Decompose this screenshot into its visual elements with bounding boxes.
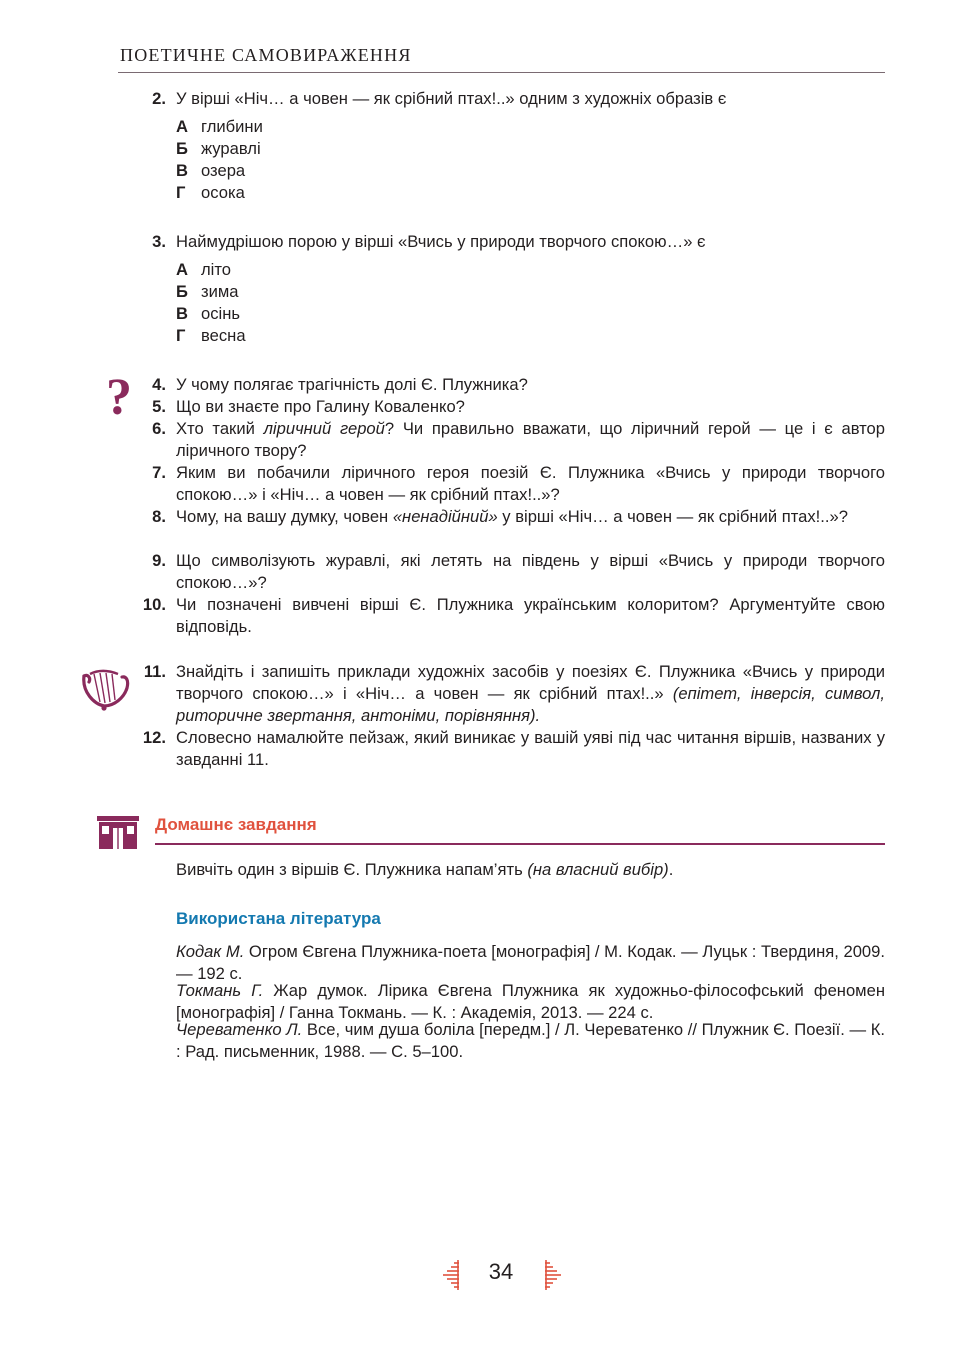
question-6 [134,418,885,462]
literature-citation: Жар думок. Лірика Євгена Плужника як художньо-філософський феномен [монографія] / Ганна Токмань. — К. : Академія, 2013. — 224 с. [176,981,885,1022]
answer-option-a [176,116,263,138]
question-number: 9. [152,551,166,570]
literature-item [176,941,885,985]
question-number: 7. [152,463,166,482]
option-letter: В [176,304,188,323]
question-text: Яким ви побачили ліричного героя поезій Є. Плужника «Вчись у природи творчого спокою…» і «Ніч… а човен — як срібний птах!..»? [176,463,885,504]
literature-item [176,1019,885,1063]
option-letter: А [176,117,188,136]
question-5 [134,396,885,418]
answer-option-b [176,281,239,303]
question-text [176,506,885,528]
question-8 [134,506,885,528]
question-number: 2. [152,89,166,108]
question-number: 6. [152,419,166,438]
option-text: журавлі [201,139,261,158]
literature-citation: Огром Євгена Плужника-поета [монографія] / М. Кодак. — Луцьк : Твердиня, 2009. — 192 с. [176,942,885,983]
text-run: ? Чи правильно вважати, що ліричний герой — це і є автор ліричного твору? [176,419,886,460]
question-mark-icon: ? [106,369,132,426]
page-number: 34 [488,1259,514,1284]
question-12 [134,727,885,771]
option-text: осока [201,183,245,202]
question-2 [134,88,885,110]
running-header: ПОЕТИЧНЕ САМОВИРАЖЕННЯ [120,45,412,65]
question-text: Що символізують журавлі, які летять на південь у вірші «Вчись у природи творчого спокою…»? [176,551,885,592]
question-number: 10. [142,595,166,614]
question-number: 4. [152,375,166,394]
text-run: у вірші «Ніч… а човен — як срібний птах!..»? [497,507,848,526]
option-letter: Б [176,139,188,158]
text-run: Вивчіть один з віршів Є. Плужника напам’ять [176,860,528,879]
question-text: У вірші «Ніч… а човен — як срібний птах!..» одним з художніх образів є [176,89,727,108]
option-letter: Г [176,183,186,202]
italic-term: «ненадійний» [392,507,498,526]
option-letter: Г [176,326,186,345]
question-text: Наймудрішою порою у вірші «Вчись у природи творчого спокою…» є [176,232,706,251]
question-text: Чи позначені вивчені вірші Є. Плужника українським колоритом? Аргументуйте свою відповідь. [176,595,885,636]
option-text: осінь [201,304,241,323]
option-text: озера [201,161,246,180]
question-text [176,661,885,727]
answer-option-v [176,303,240,325]
italic-term: ліричний герой [263,419,385,438]
literature-item [176,980,885,1024]
literature-author: Токмань Г. [176,981,264,1000]
page-ornament-right-icon [543,1258,563,1292]
text-run: Чому, на вашу думку, човен [176,507,393,526]
answer-option-g [176,325,246,347]
answer-option-a [176,259,231,281]
answer-option-v [176,160,245,182]
answer-option-g [176,182,245,204]
question-7 [134,462,885,506]
homework-title: Домашнє завдання [155,815,317,834]
question-text: У чому полягає трагічність долі Є. Плужника? [176,375,528,394]
question-number: 3. [152,232,166,251]
question-11 [134,661,885,727]
question-9 [134,550,885,594]
page-ornament-left-icon [441,1258,461,1292]
answer-option-b [176,138,261,160]
header-divider [118,72,885,73]
question-number: 5. [152,397,166,416]
homework-divider [155,843,885,845]
italic-note: (на власний вибір) [527,860,669,879]
option-text: весна [201,326,246,345]
text-run: . [668,860,674,879]
text-run: Хто такий [176,419,264,438]
option-text: літо [201,260,232,279]
italic-term: (епітет, інверсія, символ, риторичне звертання, антоніми, порівняння). [176,684,886,725]
lyre-icon [80,664,132,712]
question-text [176,418,885,462]
literature-citation: Все, чим душа боліла [передм.] / Л. Череватенко // Плужник Є. Поезії. — К. : Рад. письменник, 1988. — С. 5–100. [176,1020,885,1061]
question-number: 8. [152,507,166,526]
option-letter: А [176,260,188,279]
question-number: 12. [142,728,166,747]
question-text: Словесно намалюйте пейзаж, який виникає у вашій уяві під час читання віршів, названих у завданні 11. [176,728,885,769]
literature-author: Череватенко Л. [176,1020,303,1039]
question-number: 11. [143,662,166,681]
option-letter: В [176,161,188,180]
question-4 [134,374,885,396]
question-3 [134,231,885,253]
literature-title: Використана література [176,909,381,928]
homework-text [176,859,673,881]
text-run: Знайдіть і запишіть приклади художніх засобів у поезіях Є. Плужника «Вчись у природи творчого спокою…» і «Ніч… а човен — як срібний птах!..» [176,662,885,703]
option-letter: Б [176,282,188,301]
option-text: зима [201,282,239,301]
house-icon [92,810,144,850]
literature-author: Кодак М. [176,942,245,961]
question-text: Що ви знаєте про Галину Коваленко? [176,397,465,416]
question-10 [134,594,885,638]
option-text: глибини [201,117,263,136]
